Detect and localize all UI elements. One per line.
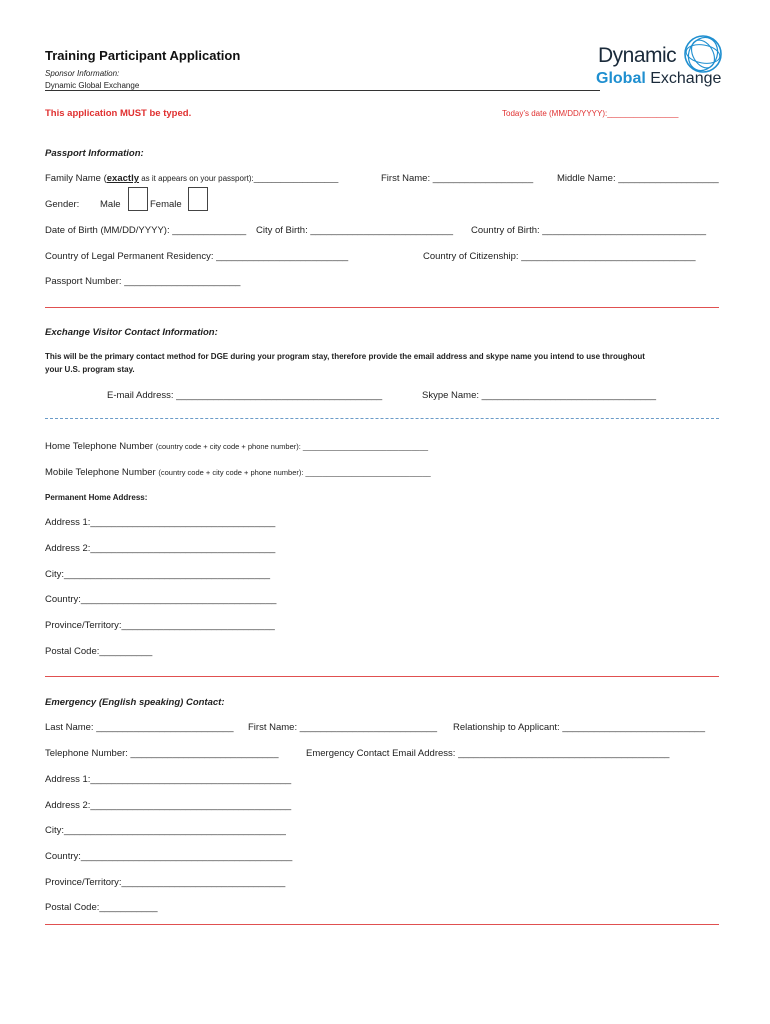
skype-field[interactable]: Skype Name: _________________________________ (422, 390, 657, 401)
first-name-field[interactable]: First Name: ___________________ (381, 173, 534, 184)
home-phone-field[interactable] (45, 441, 428, 452)
passport-number-field[interactable]: Passport Number: ______________________ (45, 276, 241, 287)
mobile-phone-label: Mobile Telephone Number (45, 467, 159, 478)
home-phone-label: Home Telephone Number (45, 441, 156, 452)
page-title: Training Participant Application (45, 48, 241, 63)
emergency-country-field[interactable]: Country:________________________________________ (45, 851, 293, 862)
postal-code-field[interactable]: Postal Code:__________ (45, 646, 153, 657)
date-of-birth-field[interactable]: Date of Birth (MM/DD/YYYY): ______________ (45, 225, 247, 236)
relationship-field[interactable]: Relationship to Applicant: ___________________________ (453, 722, 705, 733)
gender-label: Gender: (45, 199, 80, 210)
emergency-city-field[interactable]: City:__________________________________________ (45, 825, 286, 836)
emergency-province-field[interactable]: Province/Territory:_______________________________ (45, 877, 286, 888)
female-checkbox[interactable] (188, 187, 208, 211)
country-of-birth-field[interactable]: Country of Birth: _______________________________ (471, 225, 707, 236)
mobile-phone-field[interactable] (45, 467, 431, 478)
city-field[interactable]: City:_______________________________________ (45, 569, 271, 580)
header-rule (45, 90, 600, 91)
contact-note-line2: your U.S. program stay. (45, 365, 135, 374)
emergency-telephone-field[interactable]: Telephone Number: ____________________________ (45, 748, 279, 759)
sponsor-label: Sponsor Information: (45, 69, 120, 78)
contact-heading: Exchange Visitor Contact Information: (45, 327, 218, 338)
sponsor-name: Dynamic Global Exchange (45, 81, 140, 90)
family-name-label-post: as it appears on your passport):___________________ (139, 174, 339, 183)
permanent-address-heading: Permanent Home Address: (45, 493, 148, 502)
family-name-field[interactable] (45, 173, 338, 184)
citizenship-field[interactable]: Country of Citizenship: _________________________________ (423, 251, 696, 262)
emergency-first-name-field[interactable]: First Name: __________________________ (248, 722, 438, 733)
city-of-birth-field[interactable]: City of Birth: ___________________________ (256, 225, 454, 236)
emergency-email-field[interactable]: Emergency Contact Email Address: ________________________________________ (306, 748, 670, 759)
female-label: Female (150, 199, 182, 210)
todays-date-field[interactable]: Today’s date (MM/DD/YYYY):________________ (502, 109, 679, 118)
mobile-phone-hint: (country code + city code + phone number): ______________________________ (158, 468, 431, 477)
emergency-postal-code-field[interactable]: Postal Code:___________ (45, 902, 158, 913)
dashed-divider (45, 418, 719, 419)
family-name-label-exactly: exactly (106, 173, 139, 184)
family-name-label-pre: Family Name ( (45, 173, 107, 184)
male-label: Male (100, 199, 121, 210)
emergency-heading: Emergency (English speaking) Contact: (45, 697, 225, 708)
logo-word-dynamic: Dynamic (598, 44, 677, 67)
middle-name-field[interactable]: Middle Name: ___________________ (557, 173, 719, 184)
section-divider (45, 924, 719, 925)
passport-heading: Passport Information: (45, 148, 144, 159)
province-field[interactable]: Province/Territory:_____________________________ (45, 620, 275, 631)
address1-field[interactable]: Address 1:___________________________________ (45, 517, 276, 528)
address2-field[interactable]: Address 2:___________________________________ (45, 543, 276, 554)
section-divider (45, 307, 719, 308)
typed-notice: This application MUST be typed. (45, 108, 192, 119)
home-phone-hint: (country code + city code + phone number): ______________________________ (155, 442, 429, 451)
section-divider (45, 676, 719, 677)
logo-word-exchange: Exchange (650, 70, 722, 87)
logo-word-global: Global (596, 70, 646, 87)
emergency-address1-field[interactable]: Address 1:______________________________________ (45, 774, 292, 785)
male-checkbox[interactable] (128, 187, 148, 211)
logo (592, 32, 727, 90)
permanent-residency-field[interactable]: Country of Legal Permanent Residency: _________________________ (45, 251, 349, 262)
email-field[interactable]: E-mail Address: _______________________________________ (107, 390, 383, 401)
country-field[interactable]: Country:_____________________________________ (45, 594, 277, 605)
emergency-address2-field[interactable]: Address 2:______________________________________ (45, 800, 292, 811)
emergency-last-name-field[interactable]: Last Name: __________________________ (45, 722, 234, 733)
contact-note: This will be the primary contact method for DGE during your program stay, therefore provide the email address and skype name you intend to use throughout (45, 352, 645, 361)
